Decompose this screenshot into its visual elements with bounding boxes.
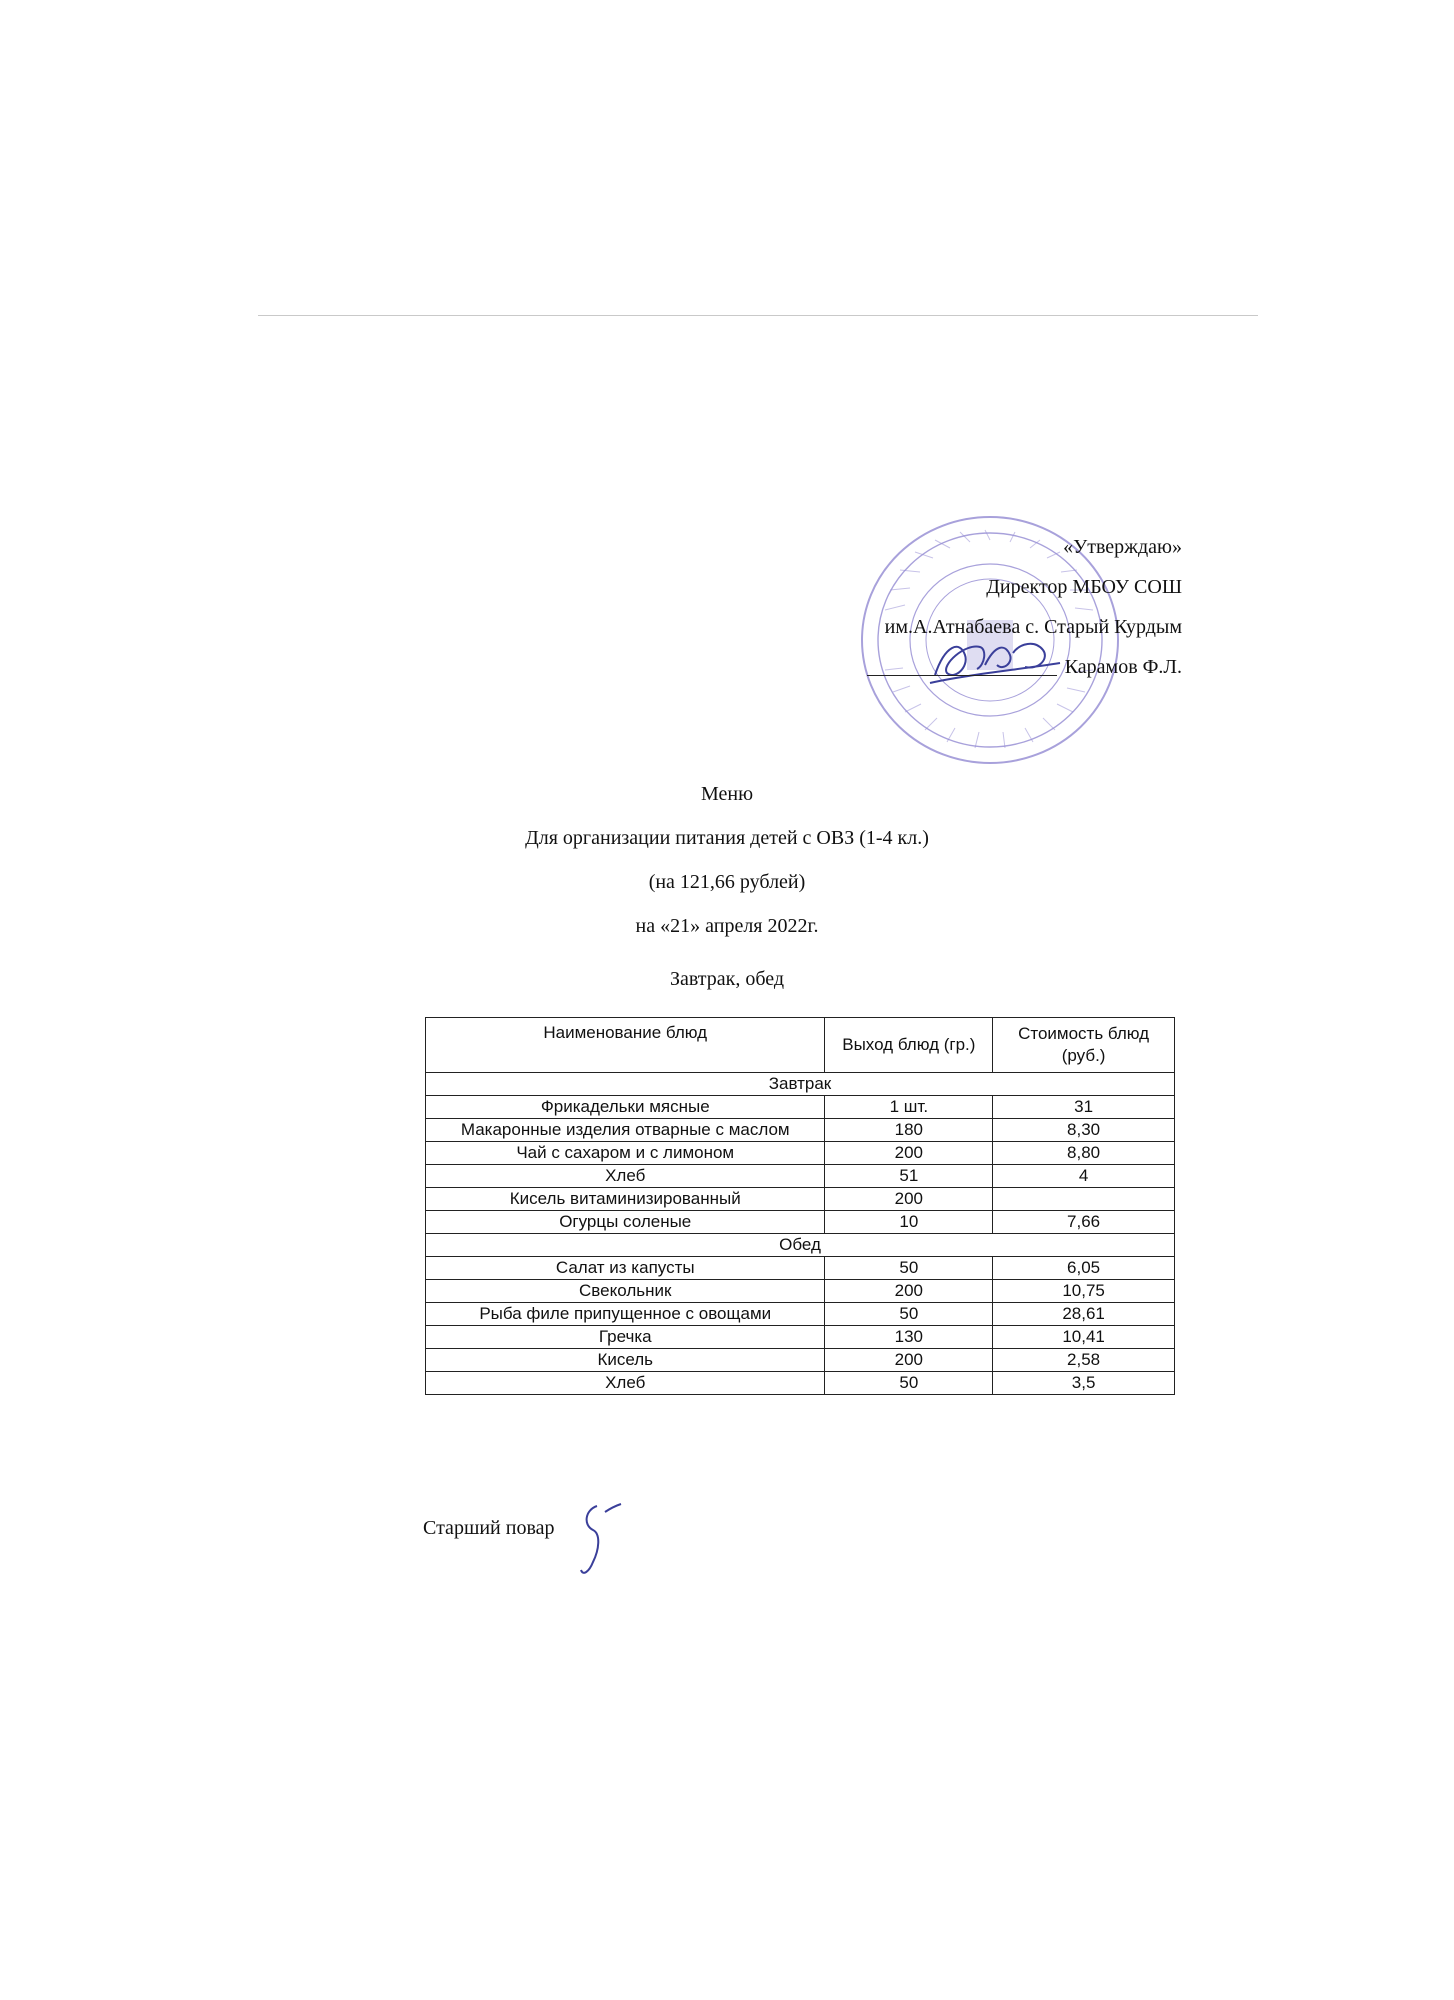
weight-cell: 200 (825, 1142, 993, 1165)
approval-position: Директор МБОУ СОШ (986, 576, 1182, 598)
dish-name-cell: Свекольник (426, 1280, 825, 1303)
cost-cell: 2,58 (993, 1349, 1175, 1372)
document-title (0, 772, 1454, 948)
weight-cell: 50 (825, 1257, 993, 1280)
cost-cell: 10,41 (993, 1326, 1175, 1349)
dish-name-cell: Хлеб (426, 1372, 825, 1395)
cost-cell: 7,66 (993, 1211, 1175, 1234)
section-row-lunch (426, 1234, 1175, 1257)
cost-cell: 28,61 (993, 1303, 1175, 1326)
section-row-breakfast (426, 1073, 1175, 1096)
cook-signature-icon (575, 1500, 645, 1580)
header-weight: Выход блюд (гр.) (825, 1018, 993, 1073)
weight-cell: 200 (825, 1280, 993, 1303)
dish-name-cell: Фрикадельки мясные (426, 1096, 825, 1119)
title-line-4: на «21» апреля 2022г. (635, 915, 819, 937)
table-row (426, 1188, 1175, 1211)
cost-cell (993, 1188, 1175, 1211)
table-row (426, 1165, 1175, 1188)
cost-cell: 10,75 (993, 1280, 1175, 1303)
approval-signature-row (867, 647, 1182, 687)
table-row (426, 1096, 1175, 1119)
table-row (426, 1119, 1175, 1142)
section-row-breakfast-label: Завтрак (426, 1073, 1175, 1096)
dish-name-cell: Салат из капусты (426, 1257, 825, 1280)
table-row (426, 1142, 1175, 1165)
weight-cell: 200 (825, 1349, 993, 1372)
table-row (426, 1257, 1175, 1280)
weight-cell: 180 (825, 1119, 993, 1142)
cost-cell: 31 (993, 1096, 1175, 1119)
table-row (426, 1372, 1175, 1395)
header-cost: Стоимость блюд (руб.) (993, 1018, 1175, 1073)
table-row (426, 1349, 1175, 1372)
cost-cell: 4 (993, 1165, 1175, 1188)
table-row (426, 1326, 1175, 1349)
dish-name-cell: Огурцы соленые (426, 1211, 825, 1234)
weight-cell: 1 шт. (825, 1096, 993, 1119)
dish-name-cell: Кисель (426, 1349, 825, 1372)
cost-cell: 8,80 (993, 1142, 1175, 1165)
table-row (426, 1303, 1175, 1326)
table-row (426, 1211, 1175, 1234)
menu-table-body (426, 1073, 1175, 1395)
dish-name-cell: Макаронные изделия отварные с маслом (426, 1119, 825, 1142)
weight-cell: 200 (825, 1188, 993, 1211)
weight-cell: 10 (825, 1211, 993, 1234)
cost-cell: 8,30 (993, 1119, 1175, 1142)
cost-cell: 6,05 (993, 1257, 1175, 1280)
title-line-2: Для организации питания детей с ОВЗ (1-4 кл.) (525, 827, 929, 849)
table-row (426, 1280, 1175, 1303)
dish-name-cell: Рыба филе припущенное с овощами (426, 1303, 825, 1326)
weight-cell: 130 (825, 1326, 993, 1349)
weight-cell: 51 (825, 1165, 993, 1188)
approval-school: им.А.Атнабаева с. Старый Курдым (884, 616, 1182, 638)
weight-cell: 50 (825, 1303, 993, 1326)
approval-heading: «Утверждаю» (1063, 536, 1182, 558)
cost-cell: 3,5 (993, 1372, 1175, 1395)
section-caption: Завтрак, обед (669, 968, 785, 990)
cook-signature-label: Старший повар (423, 1517, 555, 1539)
dish-name-cell: Гречка (426, 1326, 825, 1349)
dish-name-cell: Хлеб (426, 1165, 825, 1188)
dish-name-cell: Кисель витаминизированный (426, 1188, 825, 1211)
approval-name: Карамов Ф.Л. (1064, 656, 1182, 678)
scan-artifact-line (258, 315, 1258, 316)
dish-name-cell: Чай с сахаром и с лимоном (426, 1142, 825, 1165)
title-line-1: Меню (700, 783, 754, 805)
weight-cell: 50 (825, 1372, 993, 1395)
section-row-lunch-label: Обед (426, 1234, 1175, 1257)
signature-line (867, 675, 1057, 676)
table-header-row (426, 1018, 1175, 1073)
header-dish-name: Наименование блюд (426, 1018, 825, 1073)
menu-table (425, 1017, 1175, 1395)
approval-block (867, 527, 1182, 687)
title-line-3: (на 121,66 рублей) (648, 871, 806, 893)
